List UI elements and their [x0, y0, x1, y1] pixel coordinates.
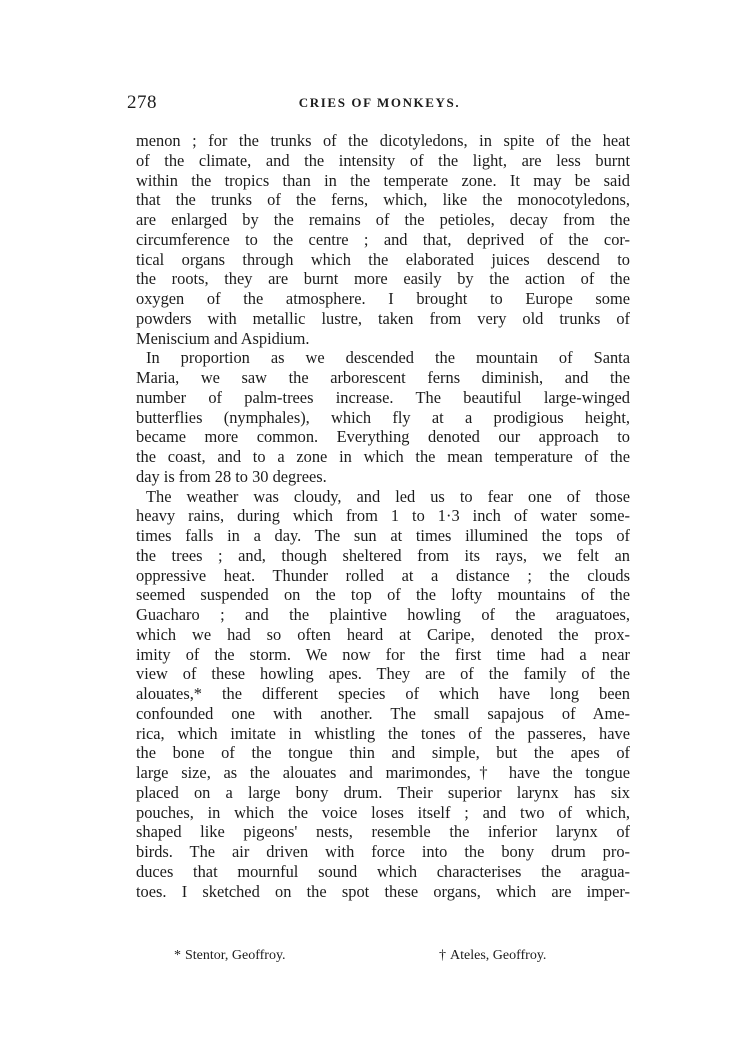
body-text — [136, 131, 630, 931]
running-head — [127, 92, 632, 116]
text-line: oppressive heat. Thunder rolled at a distance ; the clouds — [136, 565, 630, 585]
text-line: the bone of the tongue thin and simple, but the apes of — [136, 743, 630, 763]
text-line: alouates,* the different species of which have long been — [136, 684, 630, 703]
page-number: 278 — [127, 92, 157, 113]
text-line: view of these howling apes. They are of the family of the — [136, 664, 630, 684]
text-line: butterflies (nymphales), which fly at a prodigious height, — [136, 407, 630, 427]
text-line: oxygen of the atmosphere. I brought to Europe some — [136, 289, 630, 308]
text-line: the roots, they are burnt more easily by the action of the — [136, 269, 630, 289]
text-line: rica, which imitate in whistling the tones of the passeres, have — [136, 723, 630, 743]
footnote-text: Stentor, Geoffroy. — [185, 948, 286, 963]
text-line: menon ; for the trunks of the dicotyledons, in spite of the heat — [136, 131, 630, 150]
text-line: the trees ; and, though sheltered from its rays, we felt an — [136, 545, 630, 565]
text-line: Guacharo ; and the plaintive howling of the araguatoes, — [136, 605, 630, 624]
text-line: became more common. Everything denoted our approach to — [136, 427, 630, 447]
text-line: tical organs through which the elaborated juices descend to — [136, 249, 630, 269]
text-line: placed on a large bony drum. Their superior larynx has six — [136, 782, 630, 802]
text-line: duces that mournful sound which characterises the aragua- — [136, 861, 630, 881]
text-line: that the trunks of the ferns, which, like the monocotyledons, — [136, 190, 630, 210]
text-line: Meniscium and Aspidium. — [136, 328, 310, 348]
text-line: which we had so often heard at Caripe, denoted the prox- — [136, 624, 630, 644]
text-line: confounded one with another. The small sapajous of Ame- — [136, 703, 630, 723]
text-line: day is from 28 to 30 degrees. — [136, 466, 327, 486]
text-line: large size, as the alouates and marimondes,† have the tongue — [136, 763, 630, 782]
footnotes — [136, 948, 630, 970]
text-line: circumference to the centre ; and that, deprived of the cor- — [136, 229, 630, 249]
footnote-marker: † — [439, 948, 446, 963]
footnote-text: Ateles, Geoffroy. — [450, 948, 547, 963]
footnote — [174, 948, 286, 964]
text-line: heavy rains, during which from 1 to 1·3 inch of water some- — [136, 506, 630, 526]
text-line: number of palm-trees increase. The beautiful large-winged — [136, 387, 630, 407]
text-line: birds. The air driven with force into the bony drum pro- — [136, 842, 630, 861]
footnote-marker: * — [174, 948, 181, 963]
text-line: of the climate, and the intensity of the light, are less burnt — [136, 150, 630, 170]
text-line: Maria, we saw the arborescent ferns diminish, and the — [136, 368, 630, 387]
text-line: The weather was cloudy, and led us to fear one of those — [146, 486, 630, 506]
text-line: within the tropics than in the temperate zone. It may be said — [136, 170, 630, 190]
text-line: toes. I sketched on the spot these organs, which are imper- — [136, 881, 630, 901]
text-line: the coast, and to a zone in which the mean temperature of the — [136, 447, 630, 466]
running-title: CRIES OF MONKEYS. — [298, 95, 461, 110]
text-line: In proportion as we descended the mountain of Santa — [146, 348, 630, 368]
text-line: powders with metallic lustre, taken from very old trunks of — [136, 308, 630, 328]
text-line: pouches, in which the voice loses itself ; and two of which, — [136, 802, 630, 822]
text-line: shaped like pigeons' nests, resemble the inferior larynx of — [136, 822, 630, 842]
text-line: times falls in a day. The sun at times illumined the tops of — [136, 526, 630, 545]
footnote — [439, 948, 546, 964]
text-line: imity of the storm. We now for the first time had a near — [136, 644, 630, 664]
text-line: seemed suspended on the top of the lofty mountains of the — [136, 585, 630, 605]
text-line: are enlarged by the remains of the petioles, decay from the — [136, 210, 630, 229]
